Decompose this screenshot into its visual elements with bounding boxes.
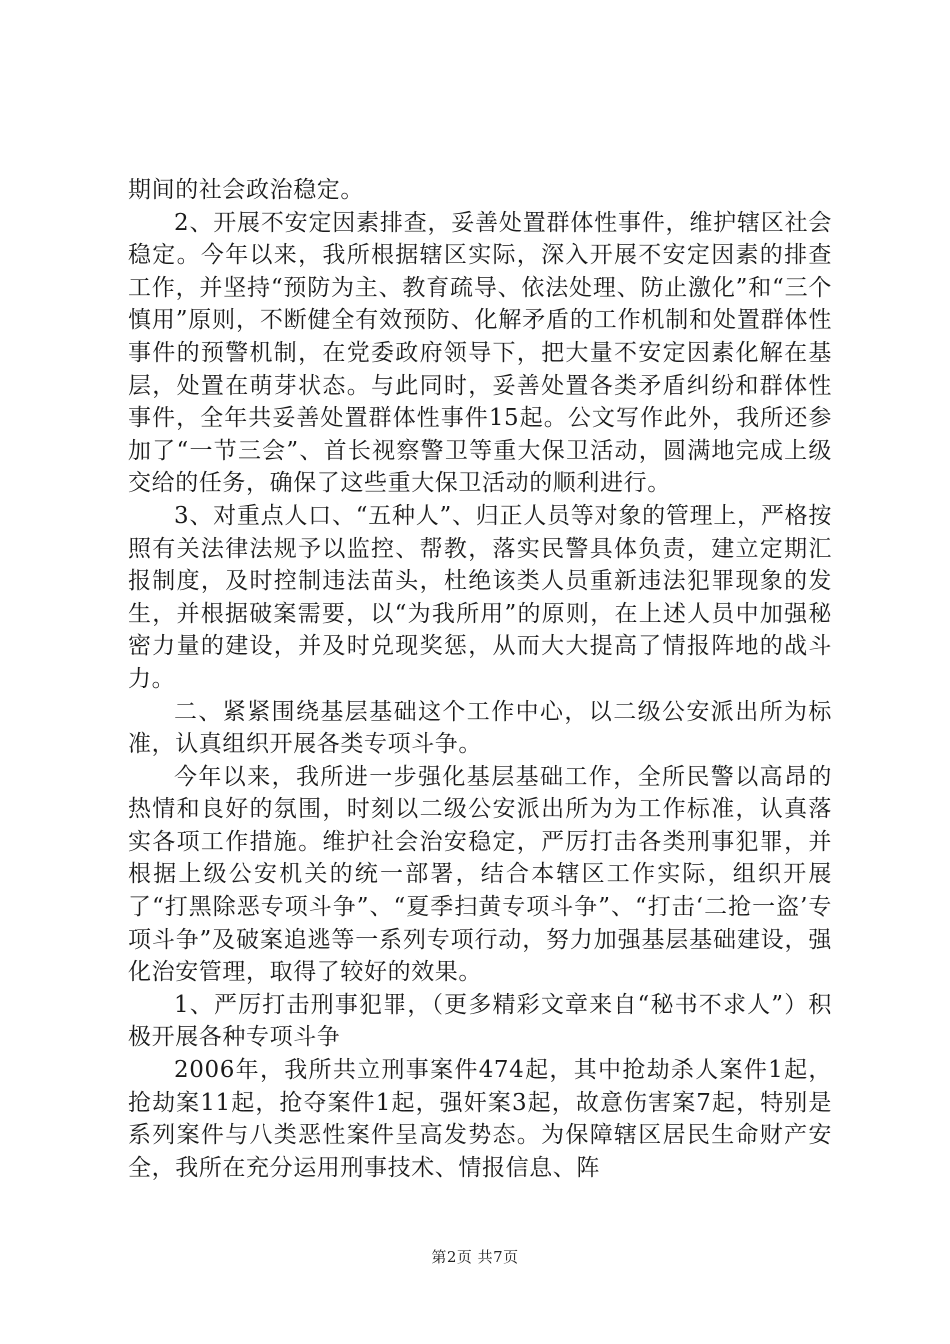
paragraph-item-2: 2、开展不安定因素排查，妥善处置群体性事件，维护辖区社会稳定。今年以来，我所根据辖区实际，深入开展不安定因素的排查工作，并坚持“预防为主、教育疏导、依法处理、防止激化”和“三个慎用”原则，不断健全有效预防、化解矛盾的工作机制和处置群体性事件的预警机制，在党委政府领导下，把大量不安定因素化解在基层，处置在萌芽状态。与此同时，妥善处置各类矛盾纠纷和群体性事件，全年共妥善处置群体性事件15起。公文写作此外，我所还参加了“一节三会”、首长视察警卫等重大保卫活动，圆满地完成上级交给的任务，确保了这些重大保卫活动的顺利进行。 xyxy=(128,209,832,497)
section-heading-2: 二、紧紧围绕基层基础这个工作中心，以二级公安派出所为标准，认真组织开展各类专项斗争。 xyxy=(128,698,832,758)
paragraph-case-stats: 2006年，我所共立刑事案件474起，其中抢劫杀人案件1起，抢劫案11起，抢夺案件1起，强奸案3起，故意伤害案7起，特别是系列案件与八类恶性案件呈高发势态。为保障辖区居民生命财产安全，我所在充分运用刑事技术、情报信息、阵 xyxy=(128,1057,832,1181)
document-body xyxy=(128,174,832,1184)
paragraph-item-3: 3、对重点人口、“五种人”、归正人员等对象的管理上，严格按照有关法律法规予以监控、帮教，落实民警具体负责，建立定期汇报制度，及时控制违法苗头，杜绝该类人员重新违法犯罪现象的发生，并根据破案需要，以“为我所用”的原则，在上述人员中加强秘密力量的建设，并及时兑现奖惩，从而大大提高了情报阵地的战斗力。 xyxy=(128,502,832,692)
paragraph-section-intro: 今年以来，我所进一步强化基层基础工作，全所民警以高昂的热情和良好的氛围，时刻以二级公安派出所为为工作标准，认真落实各项工作措施。维护社会治安稳定，严厉打击各类刑事犯罪，并根据上级公安机关的统一部署，结合本辖区工作实际，组织开展了“打黑除恶专项斗争”、“夏季扫黄专项斗争”、“打击‘二抢一盗’专项斗争”及破案追逃等一系列专项行动，努力加强基层基础建设，强化治安管理，取得了较好的效果。 xyxy=(128,763,832,986)
subheading-item-1: 1、严厉打击刑事犯罪，（更多精彩文章来自“秘书不求人”）积极开展各种专项斗争 xyxy=(128,991,832,1051)
page-footer: 第2页 共7页 xyxy=(431,1248,519,1266)
paragraph-continuation: 期间的社会政治稳定。 xyxy=(128,177,364,203)
